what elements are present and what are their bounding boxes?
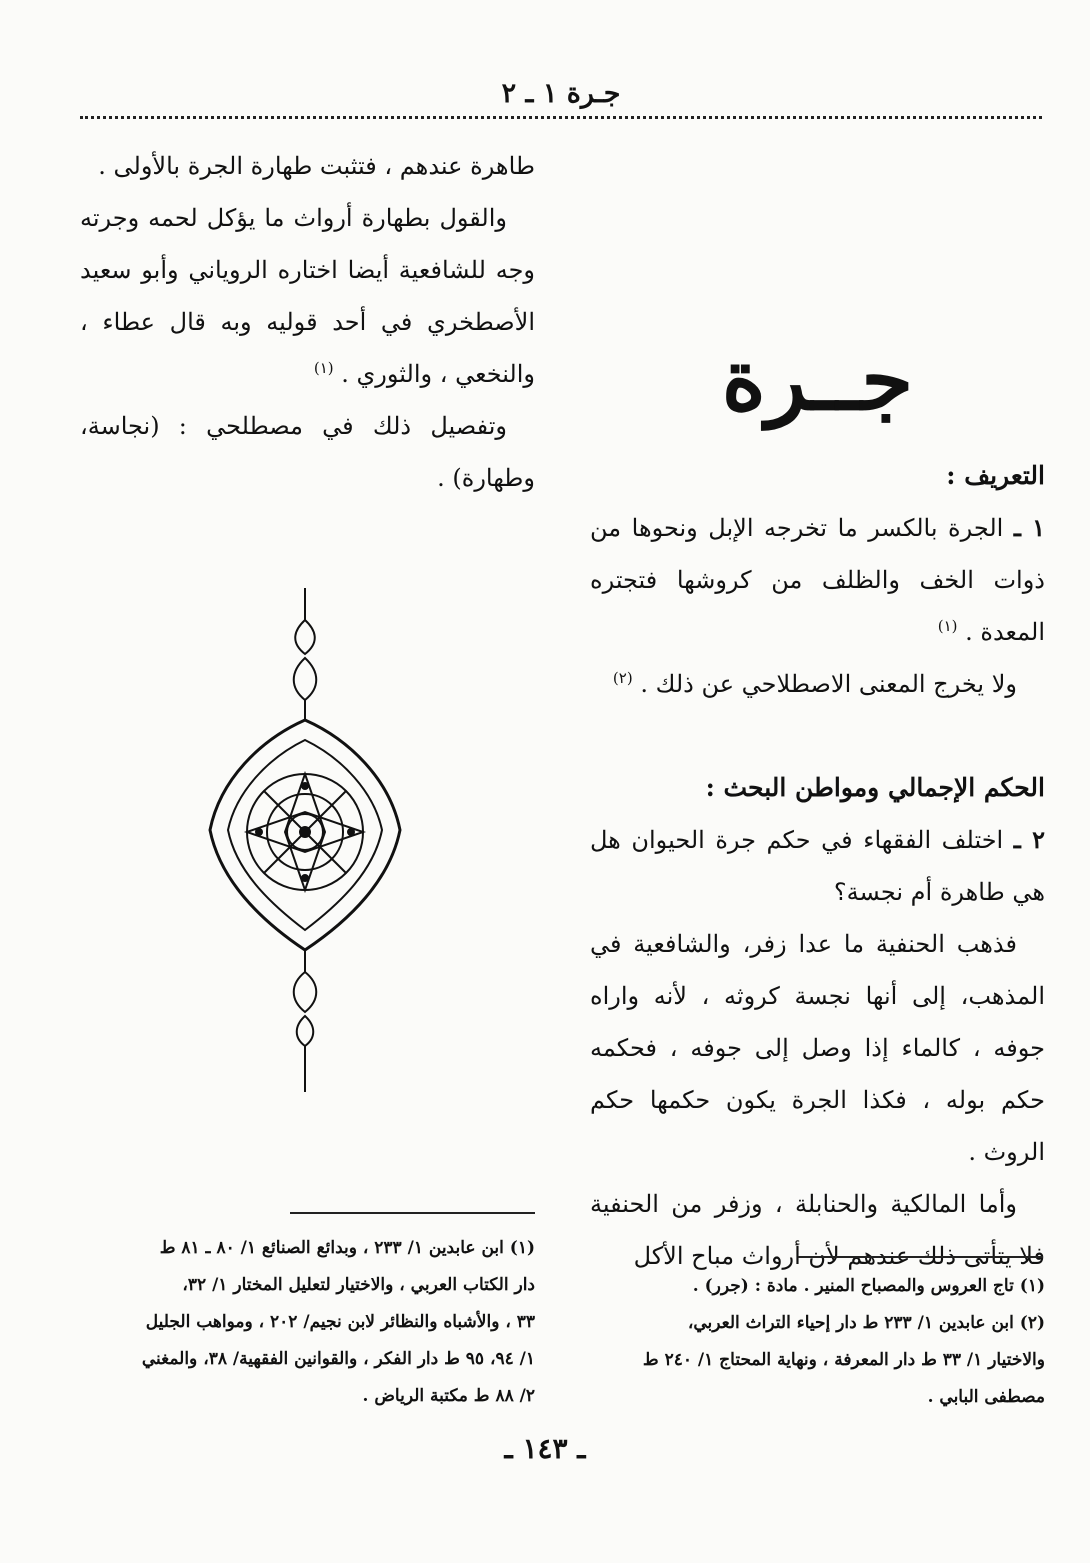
paragraph-text: وأما المالكية والحنابلة ، وزفر من الحنفية فلا يتأتى ذلك عندهم لأن أرواث مباح الأكل (590, 1190, 1045, 1270)
arabesque-ornament-icon (200, 580, 410, 1100)
paragraph-8 (80, 400, 535, 504)
page-number: ـ ١٤٣ ـ (504, 1432, 586, 1465)
paragraph-number: ١ ـ (1013, 513, 1045, 542)
footnote-rule-left (290, 1212, 535, 1214)
footnote-marker: (١) (313, 359, 334, 377)
footnote-line: (٢) ابن عابدين ١/ ٢٣٣ ط دار إحياء التراث العربي، (687, 1313, 1045, 1333)
paragraph-text: طاهرة عندهم ، فتثبت طهارة الجرة بالأولى . (98, 152, 535, 180)
paragraph-text: الجرة بالكسر ما تخرجه الإبل ونحوها من ذوات الخف والظلف من كروشها فتجتره المعدة . (590, 514, 1045, 646)
running-header: جـرة ١ ـ ٢ (501, 78, 621, 109)
section-heading-ruling: الحكم الإجمالي ومواطن البحث : (705, 773, 1045, 802)
paragraph-text: فذهب الحنفية ما عدا زفر، والشافعية في المذهب، إلى أنها نجسة كروثه ، لأنه واراه جوفه ، كالماء إذا وصل إلى جوفه ، فحكمه حكم بوله ، فكذا الجرة يكون حكمها حكم الروث . (590, 930, 1045, 1166)
paragraph-text: والقول بطهارة أرواث ما يؤكل لحمه وجرته وجه للشافعية أيضا اختاره الروياني وأبو سعيد الأصطخري في أحد قوليه وبه قال عطاء ، والنخعي ، والثوري . (80, 204, 535, 388)
footnote-rule-right (798, 1256, 1043, 1258)
entry-title: جــرة (721, 330, 914, 429)
paragraph-6 (80, 140, 535, 192)
footnote-line: (١) تاج العروس والمصباح المنير . مادة : (جرر) . (692, 1276, 1045, 1296)
footnote-line: مصطفى البابي . (927, 1387, 1045, 1407)
footnote-line: دار الكتاب العربي ، والاختيار لتعليل المختار ١/ ٣٢، (182, 1275, 535, 1295)
footnote-line: ١/ ٩٤، ٩٥ ط دار الفكر ، والقوانين الفقهية/ ٣٨، والمغني (141, 1349, 535, 1369)
footnote-line: ٢/ ٨٨ ط مكتبة الرياض . (362, 1386, 535, 1406)
footnotes-left (80, 1230, 535, 1415)
section-heading-definition: التعريف : (946, 461, 1045, 490)
paragraph-text: ولا يخرج المعنى الاصطلاحي عن ذلك . (640, 670, 1017, 698)
paragraph-3 (590, 814, 1045, 918)
paragraph-text: اختلف الفقهاء في حكم جرة الحيوان هل هي طاهرة أم نجسة؟ (590, 826, 1045, 906)
footnote-line: والاختيار ١/ ٣٣ ط دار المعرفة ، ونهاية المحتاج ١/ ٢٤٠ ط (642, 1350, 1045, 1370)
footnote-marker: (٢) (612, 669, 633, 687)
footnote-marker: (١) (937, 617, 958, 635)
footnotes-right (590, 1268, 1045, 1416)
header-dotted-rule (80, 116, 1042, 119)
paragraph-7 (80, 192, 535, 400)
paragraph-4 (590, 918, 1045, 1178)
paragraph-text: وتفصيل ذلك في مصطلحي : (نجاسة، وطهارة) . (80, 412, 535, 492)
footnote-line: (١) ابن عابدين ١/ ٢٣٣ ، وبدائع الصنائع ١/ ٨٠ ـ ٨١ ط (159, 1238, 535, 1258)
paragraph-1 (590, 502, 1045, 658)
left-column (80, 140, 535, 504)
paragraph-2 (590, 658, 1045, 710)
paragraph-5 (590, 1178, 1045, 1282)
right-column (590, 450, 1045, 1282)
footnote-line: ٣٣ ، والأشباه والنظائر لابن نجيم/ ٢٠٢ ، ومواهب الجليل (145, 1312, 535, 1332)
paragraph-number: ٢ ـ (1013, 825, 1045, 854)
